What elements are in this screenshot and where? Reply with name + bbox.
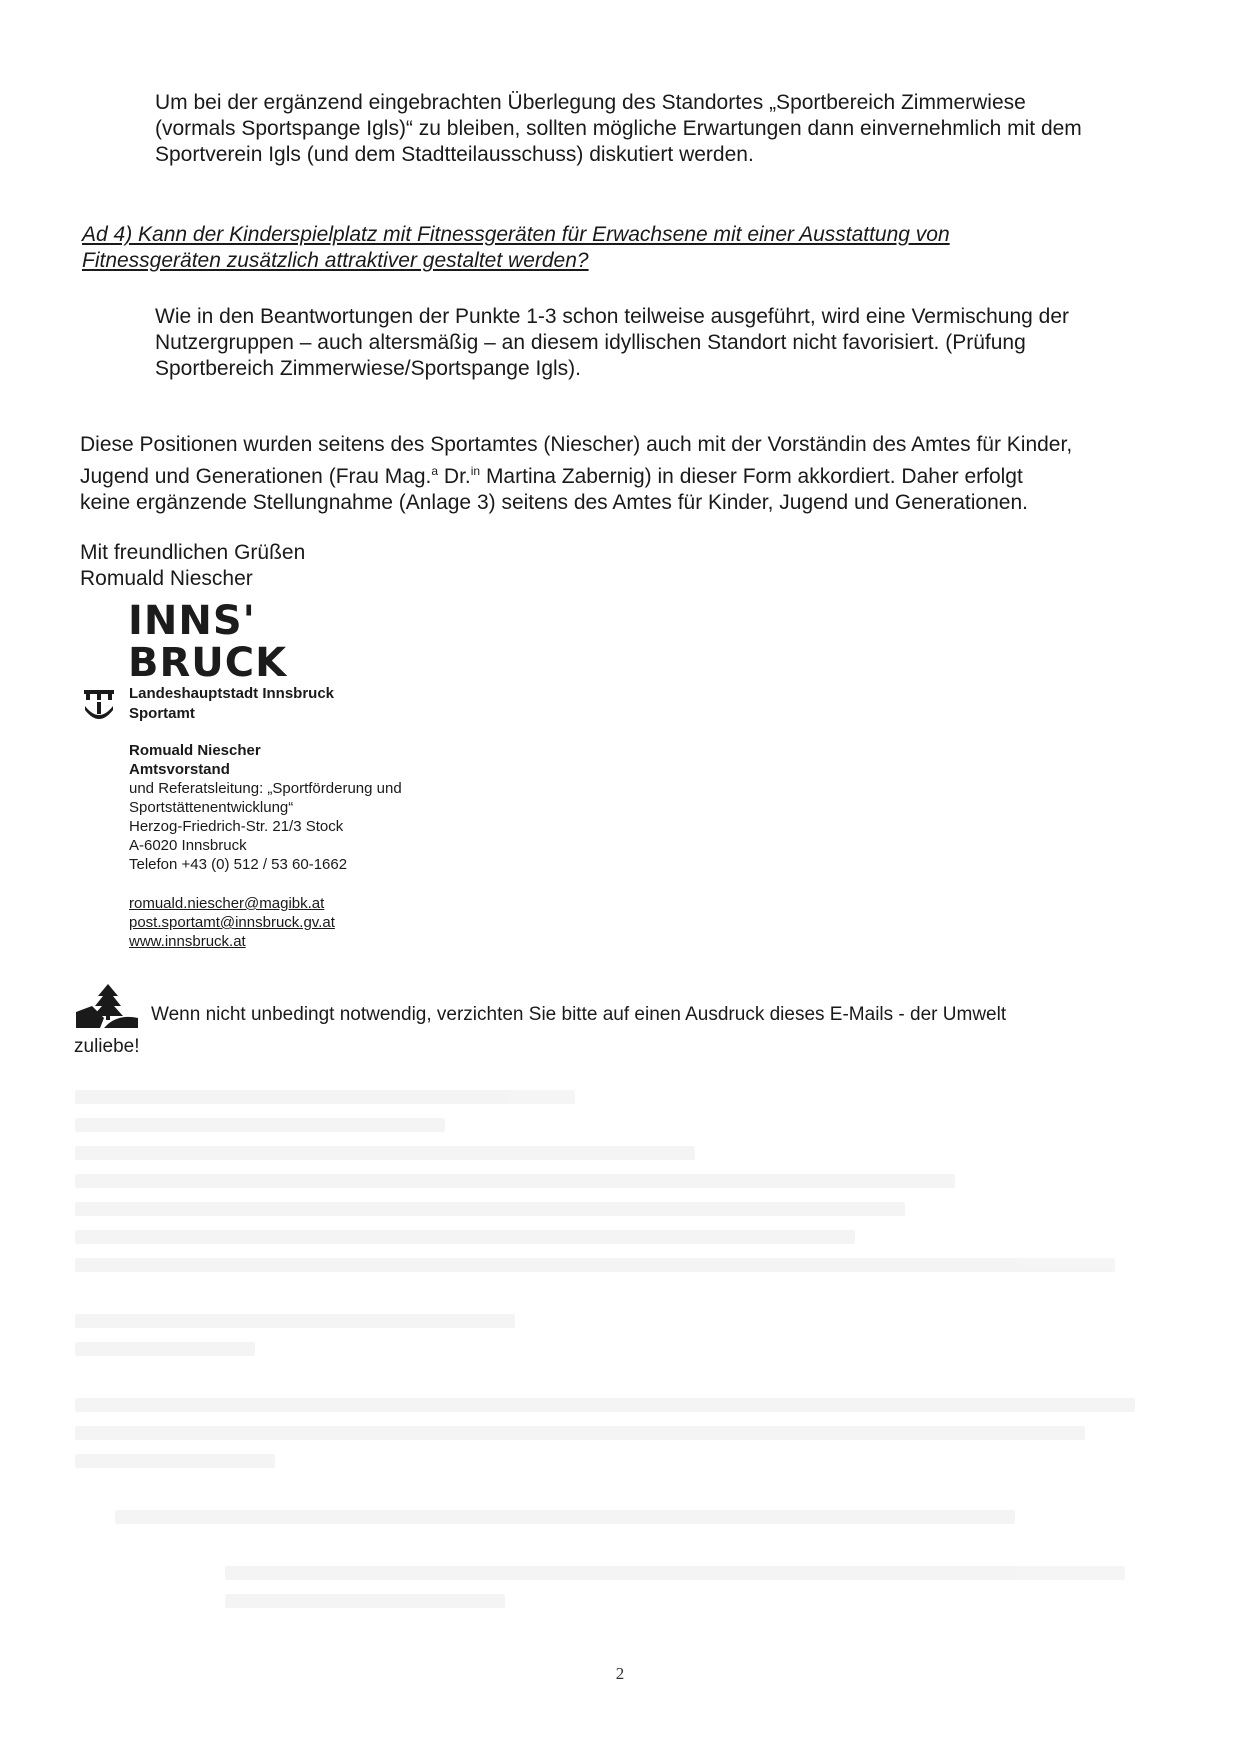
answer-line: Wie in den Beantwortungen der Punkte 1-3 schon teilweise ausgeführt, wird eine Vermischung der	[155, 305, 1070, 328]
signature-name: Romuald Niescher	[129, 742, 261, 759]
logo-line: BRUCK	[128, 640, 288, 686]
faded-bleed-through-text	[75, 1090, 1155, 1622]
email-link-personal[interactable]: romuald.niescher@magibk.at	[129, 895, 325, 912]
signature-line: Herzog-Friedrich-Str. 21/3 Stock	[129, 818, 344, 835]
answer-4	[155, 304, 1175, 382]
conclusion-line: Diese Positionen wurden seitens des Sportamtes (Niescher) auch mit der Vorständin des Amtes für Kinder,	[80, 433, 1073, 456]
conclusion-text: Dr.	[438, 465, 471, 488]
signature-line: Telefon +43 (0) 512 / 53 60-1662	[129, 856, 348, 873]
closing	[80, 540, 1180, 592]
greeting: Mit freundlichen Grüßen	[80, 541, 306, 564]
question-line: Fitnessgeräten zusätzlich attraktiver gestaltet werden?	[82, 249, 589, 272]
conclusion-text: Martina Zabernig) in dieser Form akkordiert. Daher erfolgt	[480, 465, 1023, 488]
department-name: Sportamt	[129, 705, 195, 722]
question-4-heading	[82, 222, 1082, 274]
question-line: Ad 4) Kann der Kinderspielplatz mit Fitnessgeräten für Erwachsene mit einer Ausstattung von	[82, 223, 950, 246]
superscript-in: in	[470, 464, 481, 478]
innsbruck-bridge-crest-icon	[82, 688, 116, 726]
signature-line: Sportstättenentwicklung“	[129, 799, 294, 816]
conclusion-line	[80, 458, 1180, 490]
eco-note-line: Wenn nicht unbedingt notwendig, verzichten Sie bitte auf einen Ausdruck dieses E-Mails - der Umwelt	[151, 1004, 1007, 1025]
website-link[interactable]: www.innsbruck.at	[129, 933, 246, 950]
organisation-name: Landeshauptstadt Innsbruck	[129, 685, 335, 702]
answer-line: Sportbereich Zimmerwiese/Sportspange Igls).	[155, 357, 582, 380]
email-link-office[interactable]: post.sportamt@innsbruck.gv.at	[129, 914, 335, 931]
conclusion-line: keine ergänzende Stellungnahme (Anlage 3) seitens des Amtes für Kinder, Jugend und Generationen.	[80, 491, 1028, 514]
page-number: 2	[615, 1664, 625, 1683]
answer-line: Nutzergruppen – auch altersmäßig – an diesem idyllischen Standort nicht favorisiert. (Prüfung	[155, 331, 1026, 354]
eco-note-line: zuliebe!	[74, 1036, 140, 1057]
sender-name: Romuald Niescher	[80, 567, 253, 590]
signature-title: Amtsvorstand	[129, 761, 230, 778]
paragraph-top-line: (vormals Sportspange Igls)“ zu bleiben, sollten mögliche Erwartungen dann einvernehmlich mit dem	[155, 117, 1082, 140]
paragraph-top-line: Sportverein Igls (und dem Stadtteilausschuss) diskutiert werden.	[155, 143, 754, 166]
paragraph-top-line: Um bei der ergänzend eingebrachten Überlegung des Standortes „Sportbereich Zimmerwiese	[155, 91, 1026, 114]
signature-line: A-6020 Innsbruck	[129, 837, 247, 854]
conclusion-paragraph	[80, 432, 1180, 516]
contact-links	[129, 894, 335, 951]
signature-block	[129, 741, 402, 874]
signature-line: und Referatsleitung: „Sportförderung und	[129, 780, 402, 797]
organisation	[129, 684, 334, 724]
logo-line: INNS'	[128, 598, 256, 644]
conclusion-text: Jugend und Generationen (Frau Mag.	[80, 465, 432, 488]
tree-print-icon	[74, 984, 142, 1030]
innsbruck-logo	[128, 600, 287, 684]
paragraph-top	[155, 90, 1175, 168]
superscript-a: a	[431, 464, 439, 478]
